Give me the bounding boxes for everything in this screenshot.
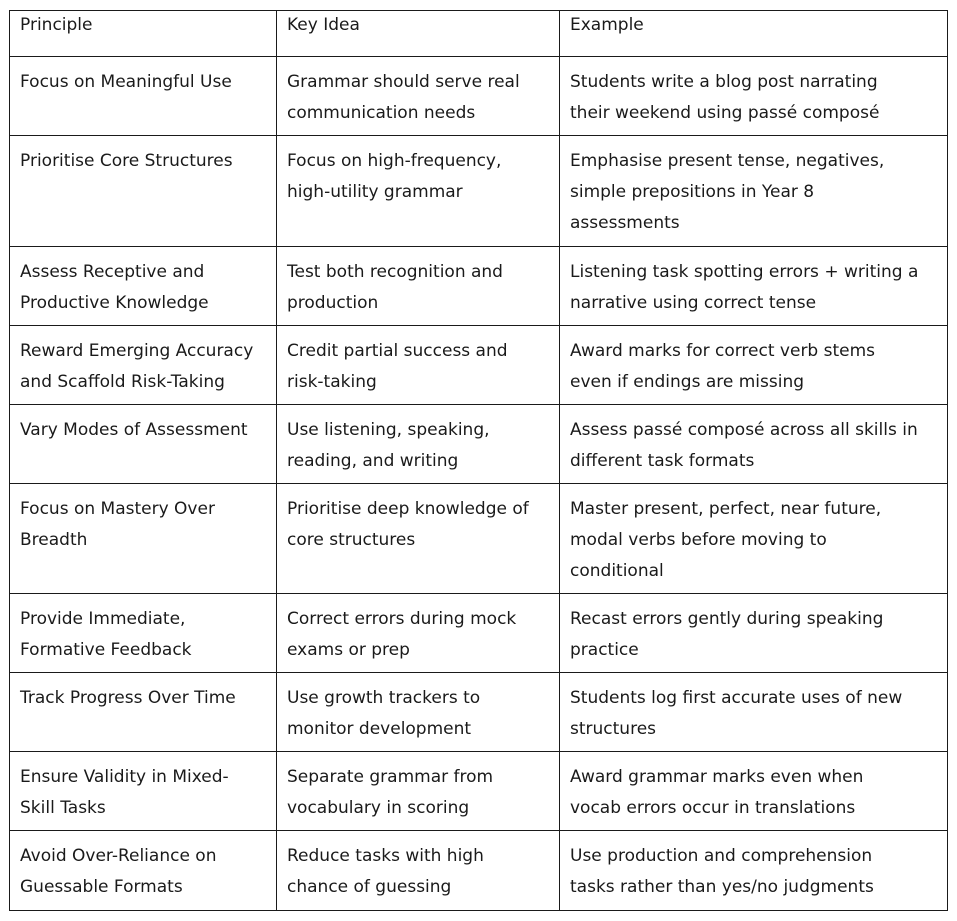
principle-cell: Avoid Over-Reliance on Guessable Formats	[10, 831, 277, 911]
key-idea-cell: Correct errors during mock exams or prep	[277, 594, 560, 673]
example-cell: Use production and comprehension tasks rather than yes/no judgments	[560, 831, 948, 911]
table-row	[10, 405, 948, 484]
principle-cell: Focus on Mastery Over Breadth	[10, 484, 277, 594]
table-row	[10, 831, 948, 911]
example-cell: Emphasise present tense, negatives, simple prepositions in Year 8 assessments	[560, 136, 948, 247]
header-principle: Principle	[10, 11, 277, 57]
table-header-row	[10, 11, 948, 57]
key-idea-cell: Credit partial success and risk-taking	[277, 326, 560, 405]
principle-cell: Provide Immediate, Formative Feedback	[10, 594, 277, 673]
header-example: Example	[560, 11, 948, 57]
example-cell: Students write a blog post narrating their weekend using passé composé	[560, 57, 948, 136]
principle-cell: Track Progress Over Time	[10, 673, 277, 752]
table-row	[10, 326, 948, 405]
key-idea-cell: Prioritise deep knowledge of core structures	[277, 484, 560, 594]
table-row	[10, 673, 948, 752]
principle-cell: Focus on Meaningful Use	[10, 57, 277, 136]
key-idea-cell: Separate grammar from vocabulary in scoring	[277, 752, 560, 831]
example-cell: Award grammar marks even when vocab errors occur in translations	[560, 752, 948, 831]
key-idea-cell: Reduce tasks with high chance of guessing	[277, 831, 560, 911]
key-idea-cell: Focus on high-frequency, high-utility grammar	[277, 136, 560, 247]
principle-cell: Assess Receptive and Productive Knowledge	[10, 247, 277, 326]
example-cell: Award marks for correct verb stems even if endings are missing	[560, 326, 948, 405]
key-idea-cell: Use growth trackers to monitor development	[277, 673, 560, 752]
table-row	[10, 594, 948, 673]
principle-cell: Vary Modes of Assessment	[10, 405, 277, 484]
table-row	[10, 136, 948, 247]
principle-cell: Reward Emerging Accuracy and Scaffold Risk-Taking	[10, 326, 277, 405]
example-cell: Listening task spotting errors + writing a narrative using correct tense	[560, 247, 948, 326]
example-cell: Assess passé composé across all skills in different task formats	[560, 405, 948, 484]
principles-table	[9, 10, 948, 911]
principle-cell: Ensure Validity in Mixed- Skill Tasks	[10, 752, 277, 831]
key-idea-cell: Use listening, speaking, reading, and writing	[277, 405, 560, 484]
example-cell: Students log first accurate uses of new structures	[560, 673, 948, 752]
table-row	[10, 752, 948, 831]
example-cell: Recast errors gently during speaking practice	[560, 594, 948, 673]
header-key-idea: Key Idea	[277, 11, 560, 57]
key-idea-cell: Test both recognition and production	[277, 247, 560, 326]
table-row	[10, 484, 948, 594]
table-row	[10, 247, 948, 326]
key-idea-cell: Grammar should serve real communication needs	[277, 57, 560, 136]
table-row	[10, 57, 948, 136]
principle-cell: Prioritise Core Structures	[10, 136, 277, 247]
example-cell: Master present, perfect, near future, modal verbs before moving to conditional	[560, 484, 948, 594]
